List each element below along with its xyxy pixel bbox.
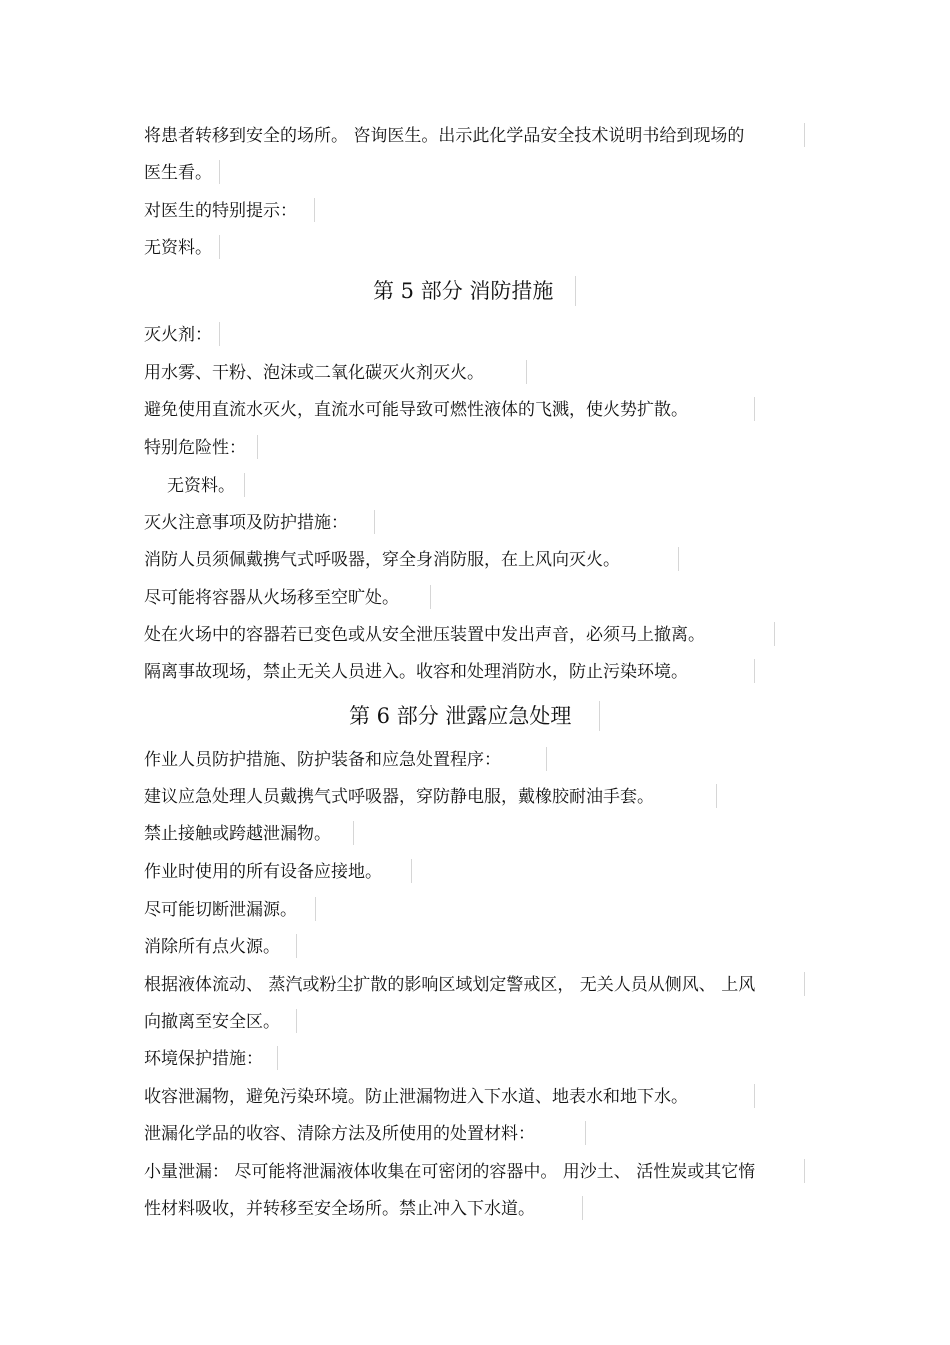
text-line: 用水雾、干粉、泡沫或二氧化碳灭火剂灭火。 <box>144 362 484 384</box>
text-line: 灭火注意事项及防护措施： <box>144 512 348 534</box>
text-line: 隔离事故现场，禁止无关人员进入。收容和处理消防水，防止污染环境。 <box>144 661 688 683</box>
section-heading: 第 5 部分 消防措施 <box>373 277 553 305</box>
text-line: 小量泄漏： 尽可能将泄漏液体收集在可密闭的容器中。 用沙土、 活性炭或其它惰 <box>144 1161 755 1183</box>
text-line: 灭火剂： <box>144 324 212 346</box>
text-line: 避免使用直流水灭火，直流水可能导致可燃性液体的飞溅，使火势扩散。 <box>144 399 688 421</box>
text-line: 向撤离至安全区。 <box>144 1011 280 1033</box>
text-line: 将患者转移到安全的场所。 咨询医生。出示此化学品安全技术说明书给到现场的 <box>144 125 744 147</box>
text-line: 禁止接触或跨越泄漏物。 <box>144 823 331 845</box>
text-line: 处在火场中的容器若已变色或从安全泄压装置中发出声音，必须马上撤离。 <box>144 624 705 646</box>
text-line: 对医生的特别提示： <box>144 200 297 222</box>
text-line: 无资料。 <box>167 475 235 497</box>
text-line: 根据液体流动、 蒸汽或粉尘扩散的影响区域划定警戒区， 无关人员从侧风、 上风 <box>144 974 755 996</box>
text-line: 消除所有点火源。 <box>144 936 280 958</box>
text-line: 作业时使用的所有设备应接地。 <box>144 861 382 883</box>
text-line: 无资料。 <box>144 237 212 259</box>
text-line: 泄漏化学品的收容、清除方法及所使用的处置材料： <box>144 1123 535 1145</box>
text-line: 环境保护措施： <box>144 1048 263 1070</box>
section-heading: 第 6 部分 泄露应急处理 <box>349 702 571 730</box>
text-line: 尽可能将容器从火场移至空旷处。 <box>144 587 399 609</box>
text-line: 特别危险性： <box>144 437 246 459</box>
text-line: 性材料吸收，并转移至安全场所。禁止冲入下水道。 <box>144 1198 535 1220</box>
text-line: 建议应急处理人员戴携气式呼吸器，穿防静电服，戴橡胶耐油手套。 <box>144 786 654 808</box>
text-line: 医生看。 <box>144 162 212 184</box>
text-line: 作业人员防护措施、防护装备和应急处置程序： <box>144 749 501 771</box>
text-line: 消防人员须佩戴携气式呼吸器，穿全身消防服，在上风向灭火。 <box>144 549 620 571</box>
text-line: 尽可能切断泄漏源。 <box>144 899 297 921</box>
text-line: 收容泄漏物，避免污染环境。防止泄漏物进入下水道、地表水和地下水。 <box>144 1086 688 1108</box>
